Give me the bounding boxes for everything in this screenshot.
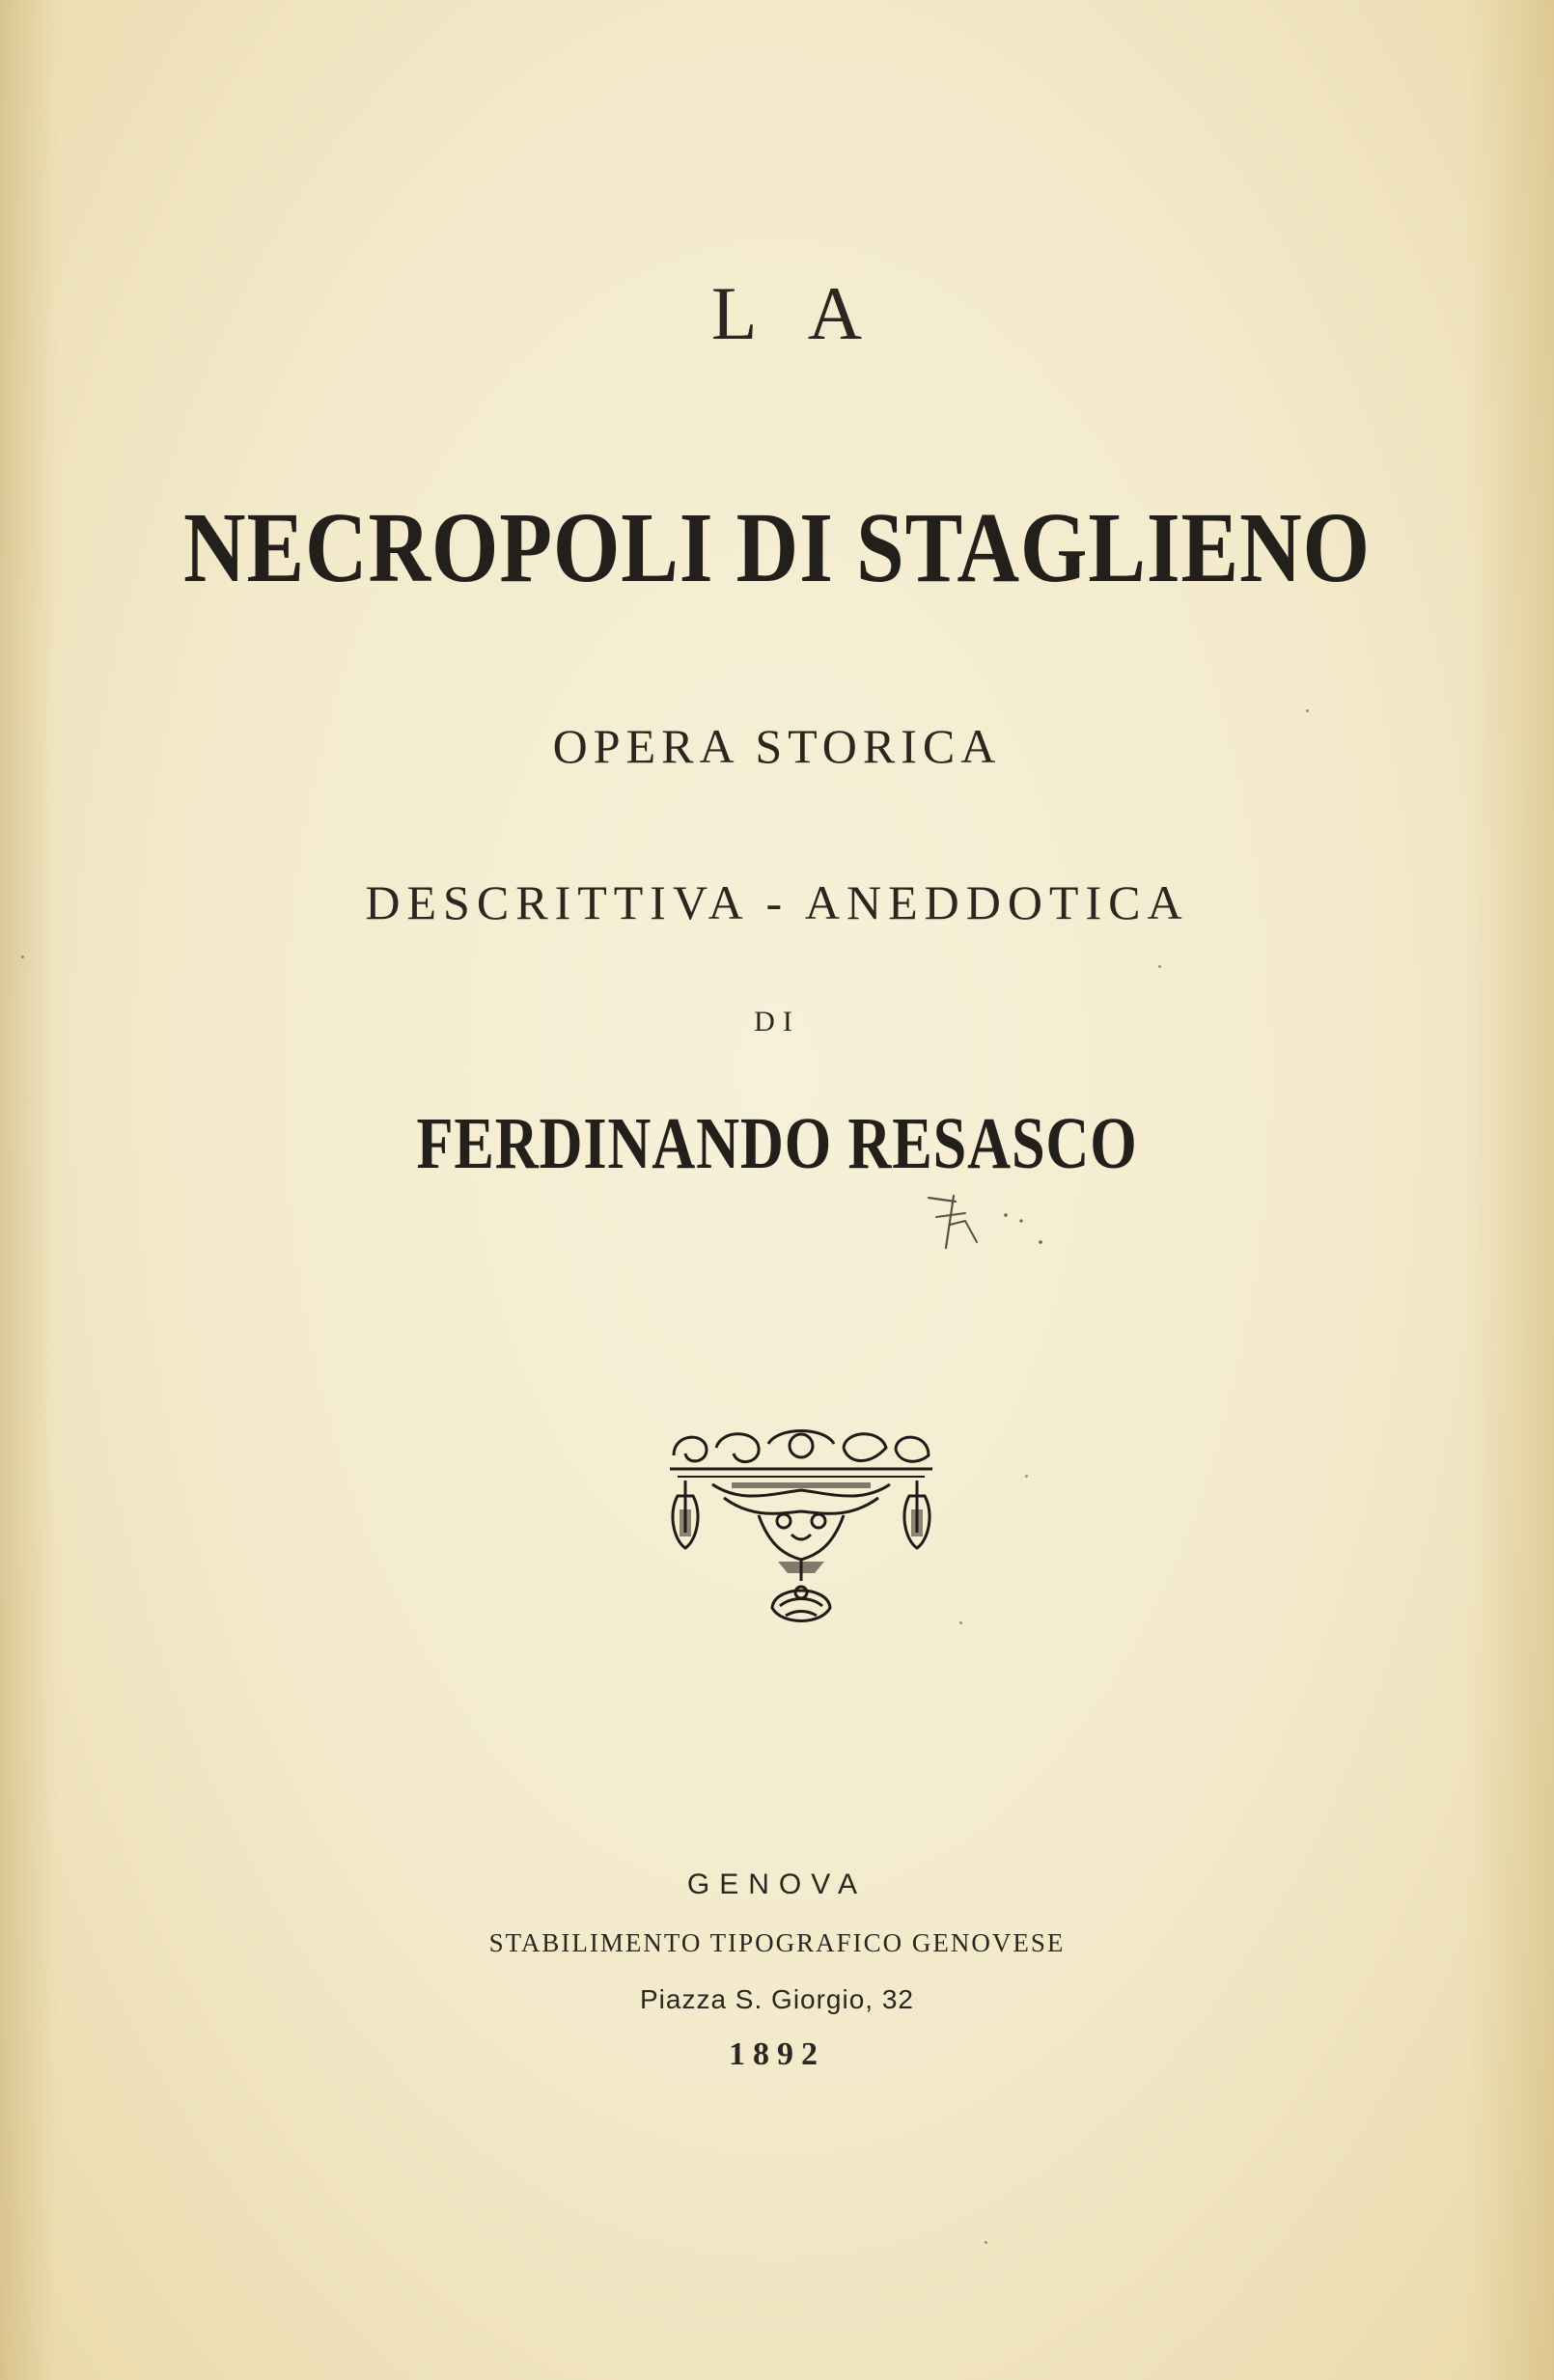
by-line: DI (754, 1006, 800, 1038)
author-name: FERDINANDO RESASCO (416, 1103, 1138, 1184)
handwritten-mark-icon (927, 1192, 1052, 1259)
paper-speck (1306, 709, 1309, 712)
subtitle-line-1: OPERA STORICA (552, 719, 1002, 773)
paper-speck (959, 1621, 962, 1624)
subtitle-line-2: DESCRITTIVA - ANEDDOTICA (365, 875, 1189, 929)
paper-speck (21, 955, 24, 958)
title-article: L A (710, 271, 882, 355)
imprint-city: GENOVA (686, 1868, 868, 1900)
imprint-year: 1892 (729, 2036, 825, 2072)
paper-speck (985, 2241, 987, 2244)
paper-speck (1158, 965, 1161, 968)
scrollwork-vignette-icon (664, 1426, 938, 1643)
main-title: NECROPOLI DI STAGLIENO (183, 492, 1371, 603)
paper-speck (1025, 1475, 1028, 1478)
imprint-publisher: STABILIMENTO TIPOGRAFICO GENOVESE (488, 1928, 1066, 1957)
imprint-address: Piazza S. Giorgio, 32 (639, 1984, 915, 2014)
